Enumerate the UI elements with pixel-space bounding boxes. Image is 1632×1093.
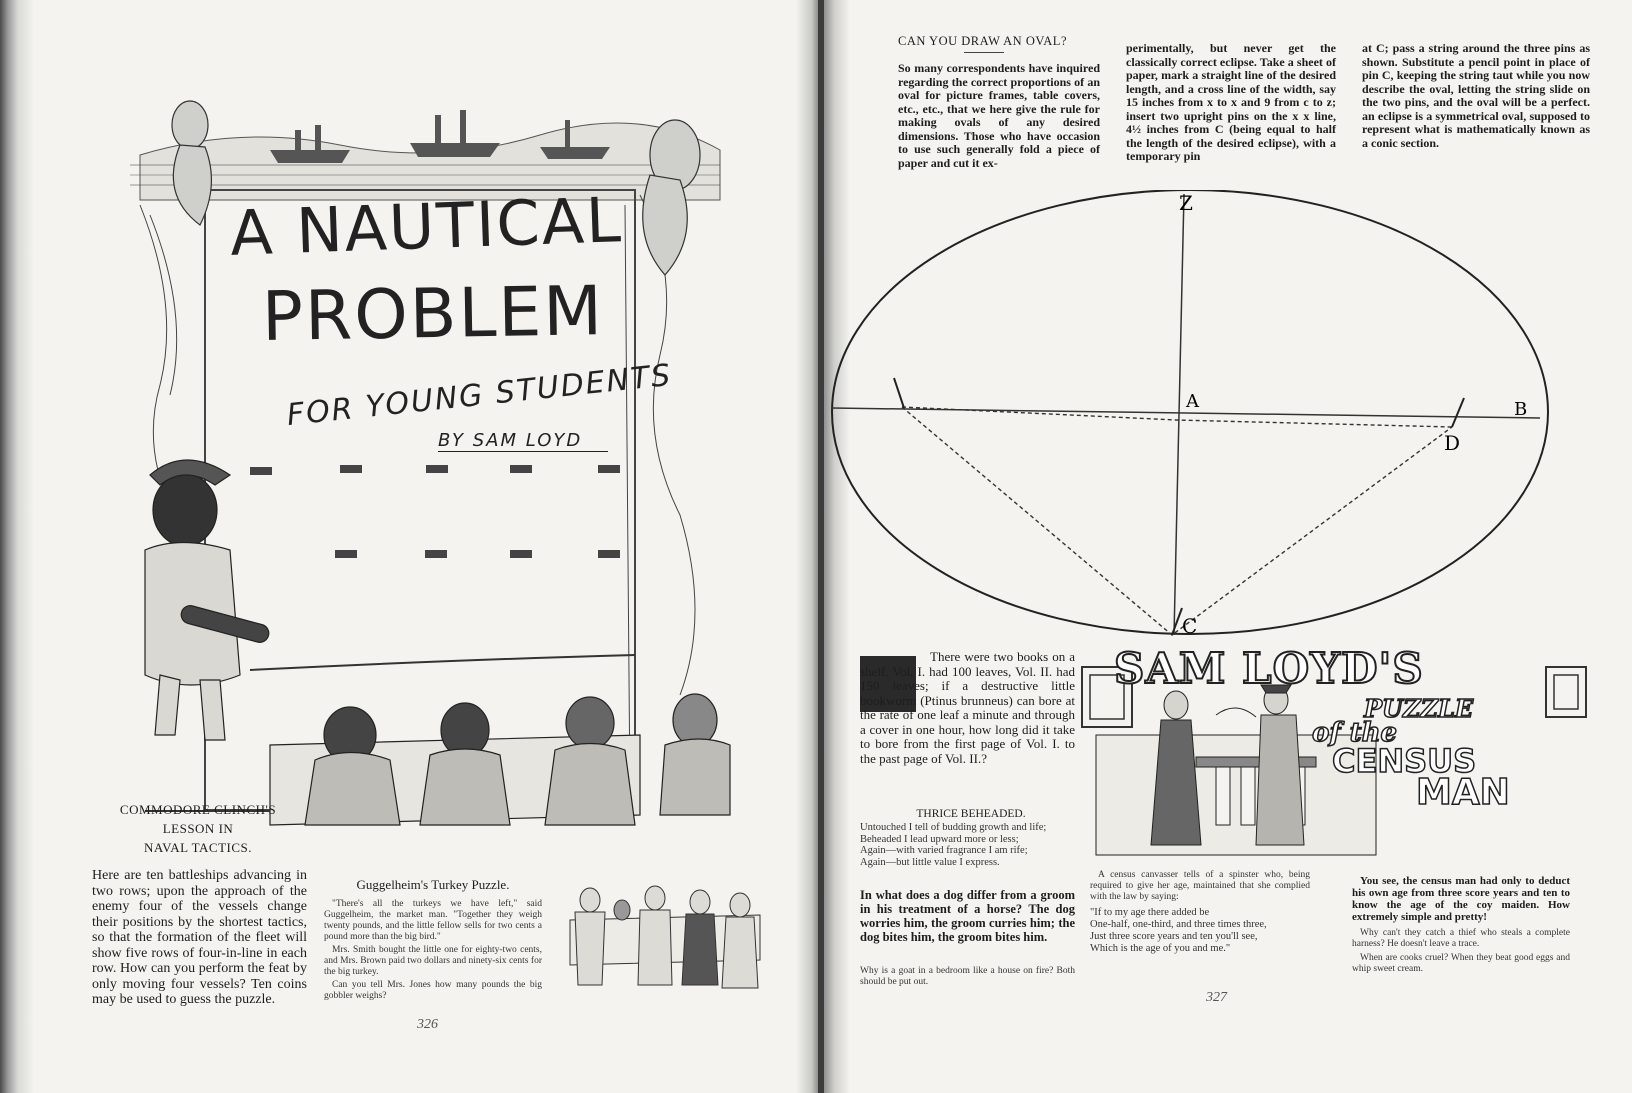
title-line-2: PROBLEM — [261, 272, 605, 357]
oval-diagram — [824, 190, 1632, 650]
census-verse-2: One-half, one-third, and three times three, — [1090, 919, 1267, 930]
title-line-1: A NAUTICAL — [228, 183, 624, 270]
battleship-formation — [250, 465, 620, 558]
census-logo-line-3: of the — [1312, 718, 1398, 748]
oval-column-3: at C; pass a string around the three pins as shown. Substitute a pencil point in place of pin C, keeping the string taut while you now describe the oval, letting the string slide on the two pins, and the oval will be a perfect. an eclipse is a symmetrical oval, supposed to represent what is mathematically known as a conic section. — [1362, 41, 1590, 150]
census-answer: You see, the census man had only to deduct his own age from three score years and ten to know the age of the coy maiden. How extremely simple and pretty! — [1352, 875, 1570, 923]
census-logo-line-2: PUZZLE — [1364, 694, 1474, 723]
dog-riddle: In what does a dog differ from a groom in his treatment of a horse? The dog worries him, the groom curries him; the dog bites him, the groom bites him. — [860, 888, 1075, 944]
thrice-line-3: Again—with varied fragrance I am rife; — [860, 845, 1028, 856]
minor-axis-line — [1174, 194, 1184, 635]
label-d: D — [1444, 431, 1461, 455]
goat-riddle: Why is a goat in a bedroom like a house on fire? Both should be put out. — [860, 966, 1075, 987]
turkey-puzzle-p2: Mrs. Smith bought the little one for eighty-two cents, and Mrs. Brown paid two dollars and ninety-six cents for the big turkey. — [324, 945, 542, 977]
bookworm-puzzle: There were two books on a shelf. Vol. I. had 100 leaves, Vol. II. had 150 leaves; if a destructive little bookworm (Ptinus brunneus) can bore at the rate of one leaf a minute and through a cover in one hour, how long did it take to bore from the first page of Vol. I. to the past page of Vol. II.? — [860, 649, 1075, 766]
oval-outline — [832, 190, 1548, 634]
census-answer-column — [1352, 875, 1570, 975]
label-b: B — [1514, 399, 1528, 420]
battleship-puzzle-text: Here are ten battleships advancing in two rows; upon the approach of the enemy four of the vessels change their positions by the shortest tactics, so that the formation of the fleet will show five rows of four-in-line in each row. How can you perform the feat by only moving four vessels? Ten coins may be used to guess the puzzle. — [92, 868, 307, 1007]
cooks-riddle: When are cooks cruel? When they beat good eggs and whip sweet cream. — [1352, 953, 1570, 974]
census-logo-line-1: SAM LOYD'S — [1114, 644, 1424, 693]
thrice-beheaded — [860, 808, 1082, 868]
turkey-puzzle-title: Guggelheim's Turkey Puzzle. — [356, 877, 510, 892]
census-puzzle — [1090, 870, 1310, 955]
thrice-line-4: Again—but little value I express. — [860, 856, 1000, 868]
census-verse-1: "If to my age there added be — [1090, 907, 1210, 918]
right-page-number: 327 — [1206, 990, 1227, 1005]
turkey-puzzle — [324, 877, 542, 1004]
census-logo-line-5: MAN — [1416, 772, 1510, 813]
oval-column-1: So many correspondents have inquired regarding the correct proportions of an oval for picture frames, table covers, etc., etc., that we here give the rule for making ovals of any desired dimensions. Those who have occasion to use such generally fold a piece of paper and cut it ex- — [898, 61, 1100, 170]
byline: BY SAM LOYD — [438, 430, 608, 452]
label-z: Z — [1179, 191, 1193, 215]
subtitle: FOR YOUNG STUDENTS — [285, 357, 674, 434]
turkey-puzzle-p1: "There's all the turkeys we have left," said Guggelheim, the market man. "Together they weigh twenty pounds, and the little fellow sells for two cents a pound more than the big bird." — [324, 899, 542, 942]
label-a: A — [1186, 391, 1199, 412]
caption-line-1: COMMODORE CLINCH'S — [119, 802, 277, 817]
census-verse-3: Just three score years and ten you'll see, — [1090, 931, 1258, 942]
thief-riddle: Why can't they catch a thief who steals a complete harness? He doesn't leave a trace. — [1352, 928, 1570, 949]
thrice-beheaded-title: THRICE BEHEADED. — [916, 808, 1026, 820]
illustration-caption — [118, 800, 278, 857]
label-c: C — [1182, 614, 1198, 638]
census-intro: A census canvasser tells of a spinster who, being required to give her age, maintained that she complied with the law by saying: — [1090, 870, 1310, 902]
thrice-line-1: Untouched I tell of budding growth and life; — [860, 822, 1047, 833]
audience-drawing — [270, 694, 730, 825]
turkey-puzzle-p3: Can you tell Mrs. Jones how many pounds the big gobbler weighs? — [324, 980, 542, 1001]
caption-line-2: LESSON IN — [162, 821, 234, 836]
caption-line-3: NAVAL TACTICS. — [143, 840, 253, 855]
census-logo-line-4: CENSUS — [1332, 742, 1477, 780]
thrice-line-2: Beheaded I lead upward more or less; — [860, 833, 1019, 845]
oval-column-2: perimentally, but never get the classically correct eclipse. Take a sheet of paper, mark a straight line of the desired length, and a cross line of the width, say 15 inches from x to x and 9 from c to z; insert two upright pins on the x x line, 4½ inches from C (being equal to half the length of the desired eclipse), with a temporary pin — [1126, 41, 1336, 163]
nautical-illustration — [120, 55, 740, 865]
pin-left — [894, 378, 904, 408]
left-page-number: 326 — [417, 1017, 438, 1032]
pin-right — [1452, 398, 1464, 427]
title-rule — [964, 52, 1004, 53]
oval-title: CAN YOU DRAW AN OVAL? — [898, 34, 1067, 48]
turkey-market-illustration — [560, 880, 770, 995]
commodore-figure — [145, 460, 271, 740]
census-verse-4: Which is the age of you and me." — [1090, 943, 1231, 954]
right-page — [824, 0, 1632, 1093]
